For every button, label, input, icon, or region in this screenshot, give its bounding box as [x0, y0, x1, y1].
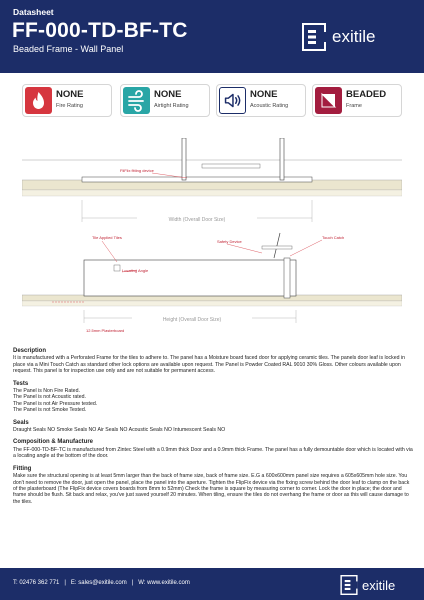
datasheet-footer	[0, 568, 424, 600]
tile-label: Tile Applied Tiles	[92, 235, 122, 240]
footer-logo	[340, 575, 395, 595]
flame-icon	[25, 87, 52, 114]
product-code: FF-000-TD-BF-TC	[12, 19, 188, 42]
airtight-rating-value: NONE	[154, 89, 182, 100]
section-view	[22, 233, 402, 323]
seals-heading: Seals	[13, 419, 29, 426]
airtight-rating-badge	[123, 87, 150, 114]
width-dimension-label: Width (Overall Door Size)	[168, 217, 226, 223]
logo-wordmark: exitile	[332, 27, 376, 46]
footer-logo-wordmark: exitile	[362, 577, 396, 593]
frame-type-label: Frame	[346, 103, 362, 109]
frame-type-card	[312, 84, 402, 117]
plasterboard-label: 12.5mm Plasterboard	[86, 328, 125, 333]
description-heading: Description	[13, 348, 47, 354]
datasheet-content	[13, 348, 413, 511]
composition-heading: Composition & Manufacture	[13, 439, 94, 446]
acoustic-rating-card	[216, 84, 306, 117]
description-text: It is manufactured with a Perforated Frame for the tiles to adhere to. The panel has a Moisture board faced door for applying ceramic tiles. The panels door leaf is locked in place via a Mini Touch Catch as standard other lock options are available upon request. The Panel is Powder Coated RAL 9010 30% Gloss. Other colours available upon request. This panel is for inspection use only and are not suitable for permanent access.	[13, 355, 405, 375]
frame-type-badge	[315, 87, 342, 114]
tests-heading: Tests	[13, 380, 29, 387]
safety-device-label: Safety Device	[217, 239, 242, 244]
height-dimension-label: Height (Overall Door Size)	[162, 317, 222, 323]
exitile-logo-icon	[340, 575, 358, 595]
fire-rating-card	[22, 84, 112, 117]
plan-view	[22, 138, 402, 222]
exitile-logo-icon	[302, 23, 326, 51]
locating-angle-label: Locating Angle	[122, 268, 149, 273]
test-line: The Panel is Non Fire Rated.	[13, 388, 80, 395]
fitting-heading: Fitting	[13, 465, 32, 472]
datasheet-header	[0, 0, 424, 73]
composition-text: The FF-000-TD-BF-TC is manufactured from Zintec Steel with a 0.9mm thick Door and a 0.9mm thick Frame. The panel has a fully demountable door which is located with via a locating angle at the bottom of the door.	[13, 446, 413, 460]
fitting-text: Make sure the structural opening is at least 5mm larger than the back of frame size, back of frame size. E.G a 600x600mm panel size requires a 605x605mm hole size. You don't need to remove the door, just open the panel, place the panel into the aperture. Tighten the FlipFix device via the fixing screw behind the door leaf to clamp on the back of the plasterboard (The FlipFix device covers boards from 8mm to 52mm) Check the frame is square by measuring corner to corner. Lock the door in place; the door and frame should be flush. Sit back and relax, you've just saved yourself 20 minutes. When tiling, ensure the tiles do not overhang the frame or door as this will cause damage to the tiles.	[13, 473, 410, 505]
fire-rating-badge	[25, 87, 52, 114]
exitile-logo	[302, 23, 375, 51]
speaker-icon	[220, 88, 245, 113]
test-line: The Panel is not Acoustic rated.	[13, 394, 86, 401]
fire-rating-label: Fire Rating	[56, 103, 83, 109]
acoustic-rating-label: Acoustic Rating	[250, 103, 289, 109]
contact-details: T: 02476 362 771 | E: sales@exitile.com | W: www.exitile.com	[13, 580, 190, 586]
frame-type-value: BEADED	[346, 89, 387, 100]
acoustic-rating-value: NONE	[250, 89, 278, 100]
test-line: The Panel is not Smoke Tested.	[13, 407, 87, 414]
wind-icon	[123, 87, 150, 114]
technical-drawing-svg	[22, 138, 402, 338]
acoustic-rating-badge	[219, 87, 246, 114]
technical-drawing	[22, 138, 402, 338]
product-subtitle: Beaded Frame - Wall Panel	[13, 44, 124, 54]
tests-list	[13, 388, 413, 414]
test-line: The Panel is not Air Pressure tested.	[13, 400, 98, 407]
seals-text: Draught Seals NO Smoke Seals NO Air Seals NO Acoustic Seals NO Intumescent Seals NO	[13, 427, 226, 434]
kicker-text: Datasheet	[13, 7, 54, 17]
airtight-rating-label: Airtight Rating	[154, 103, 189, 109]
touch-catch-label: Touch Catch	[322, 235, 345, 240]
fliflix-label: FliFlix fitting device	[120, 168, 154, 173]
frame-icon	[315, 87, 342, 114]
airtight-rating-card	[120, 84, 210, 117]
fire-rating-value: NONE	[56, 89, 84, 100]
